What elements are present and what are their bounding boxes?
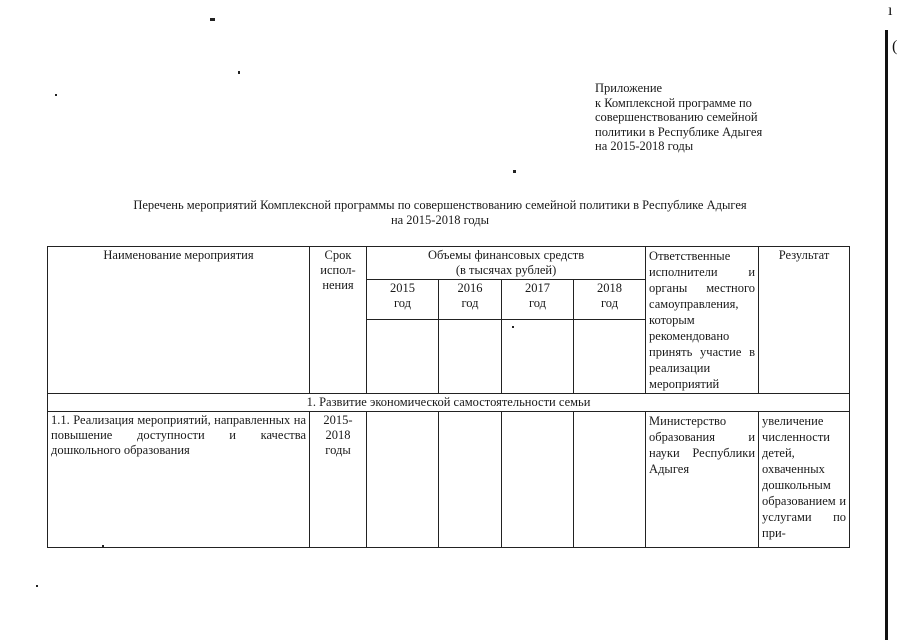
scan-edge-mark: ı bbox=[888, 2, 893, 19]
year-cell-blank bbox=[574, 320, 646, 394]
year-unit: год bbox=[528, 296, 547, 310]
funding-2018 bbox=[574, 412, 646, 548]
section-row bbox=[48, 394, 850, 412]
funding-2017 bbox=[502, 412, 574, 548]
header-funding bbox=[367, 247, 646, 280]
header-term-line: испол- bbox=[320, 263, 356, 277]
funding-2015 bbox=[367, 412, 439, 548]
header-row bbox=[48, 247, 850, 280]
year-unit: год bbox=[461, 296, 479, 310]
header-name: Наименование мероприятия bbox=[48, 247, 310, 394]
year-label: 2015 bbox=[390, 281, 415, 295]
scan-speck bbox=[210, 18, 215, 21]
header-result: Результат bbox=[759, 247, 850, 394]
header-year-2016 bbox=[439, 280, 502, 320]
scan-speck bbox=[36, 585, 38, 587]
measures-table bbox=[47, 246, 850, 548]
year-cell-blank bbox=[439, 320, 502, 394]
header-term-line: нения bbox=[322, 278, 354, 292]
document-title bbox=[40, 198, 840, 228]
table-row bbox=[48, 412, 850, 548]
scan-edge-bar bbox=[885, 30, 888, 640]
header-funding-line: Объемы финансовых средств bbox=[427, 248, 585, 262]
funding-2016 bbox=[439, 412, 502, 548]
term-line: 2015- bbox=[323, 413, 353, 427]
appendix-note bbox=[595, 81, 762, 154]
measure-result: увеличение численности детей, охваченных дошкольным образованием и услугами по при- bbox=[759, 412, 850, 548]
header-term-line: Срок bbox=[324, 248, 352, 262]
year-label: 2018 bbox=[597, 281, 623, 295]
scan-edge-mark: ( bbox=[892, 38, 898, 55]
year-label: 2016 bbox=[457, 281, 483, 295]
term-line: годы bbox=[325, 443, 351, 457]
header-funding-line: (в тысячах рублей) bbox=[455, 263, 557, 277]
measure-executors: Министерство образования и науки Республики Адыгея bbox=[646, 412, 759, 548]
year-cell-blank bbox=[502, 320, 574, 394]
title-line-2: на 2015-2018 годы bbox=[390, 213, 490, 227]
year-cell-blank bbox=[367, 320, 439, 394]
appendix-line: совершенствованию семейной bbox=[595, 110, 758, 124]
scan-speck bbox=[55, 94, 57, 96]
appendix-line: политики в Республике Адыгея bbox=[595, 124, 763, 139]
measure-term bbox=[310, 412, 367, 548]
year-unit: год bbox=[600, 296, 619, 310]
header-term bbox=[310, 247, 367, 394]
header-year-2015 bbox=[367, 280, 439, 320]
measure-name: 1.1. Реализация мероприятий, направленных на повышение доступности и качества дошкольного образования bbox=[48, 412, 310, 548]
title-line-1: Перечень мероприятий Комплексной программы по совершенствованию семейной политики в Республике Адыгея bbox=[133, 198, 747, 212]
header-executors: Ответственные исполнители и органы местного самоуправления, которым рекомендовано принять участие в реализации мероприятий bbox=[646, 247, 759, 394]
header-year-2018 bbox=[574, 280, 646, 320]
year-label: 2017 bbox=[525, 281, 550, 295]
scan-speck bbox=[238, 71, 240, 74]
year-unit: год bbox=[393, 296, 412, 310]
section-title: 1. Развитие экономической самостоятельности семьи bbox=[48, 394, 850, 412]
term-line: 2018 bbox=[325, 428, 351, 442]
appendix-line: Приложение bbox=[595, 81, 663, 95]
appendix-line: к Комплексной программе по bbox=[595, 95, 752, 110]
appendix-line: на 2015-2018 годы bbox=[595, 139, 694, 153]
scan-speck bbox=[513, 170, 516, 173]
header-year-2017 bbox=[502, 280, 574, 320]
